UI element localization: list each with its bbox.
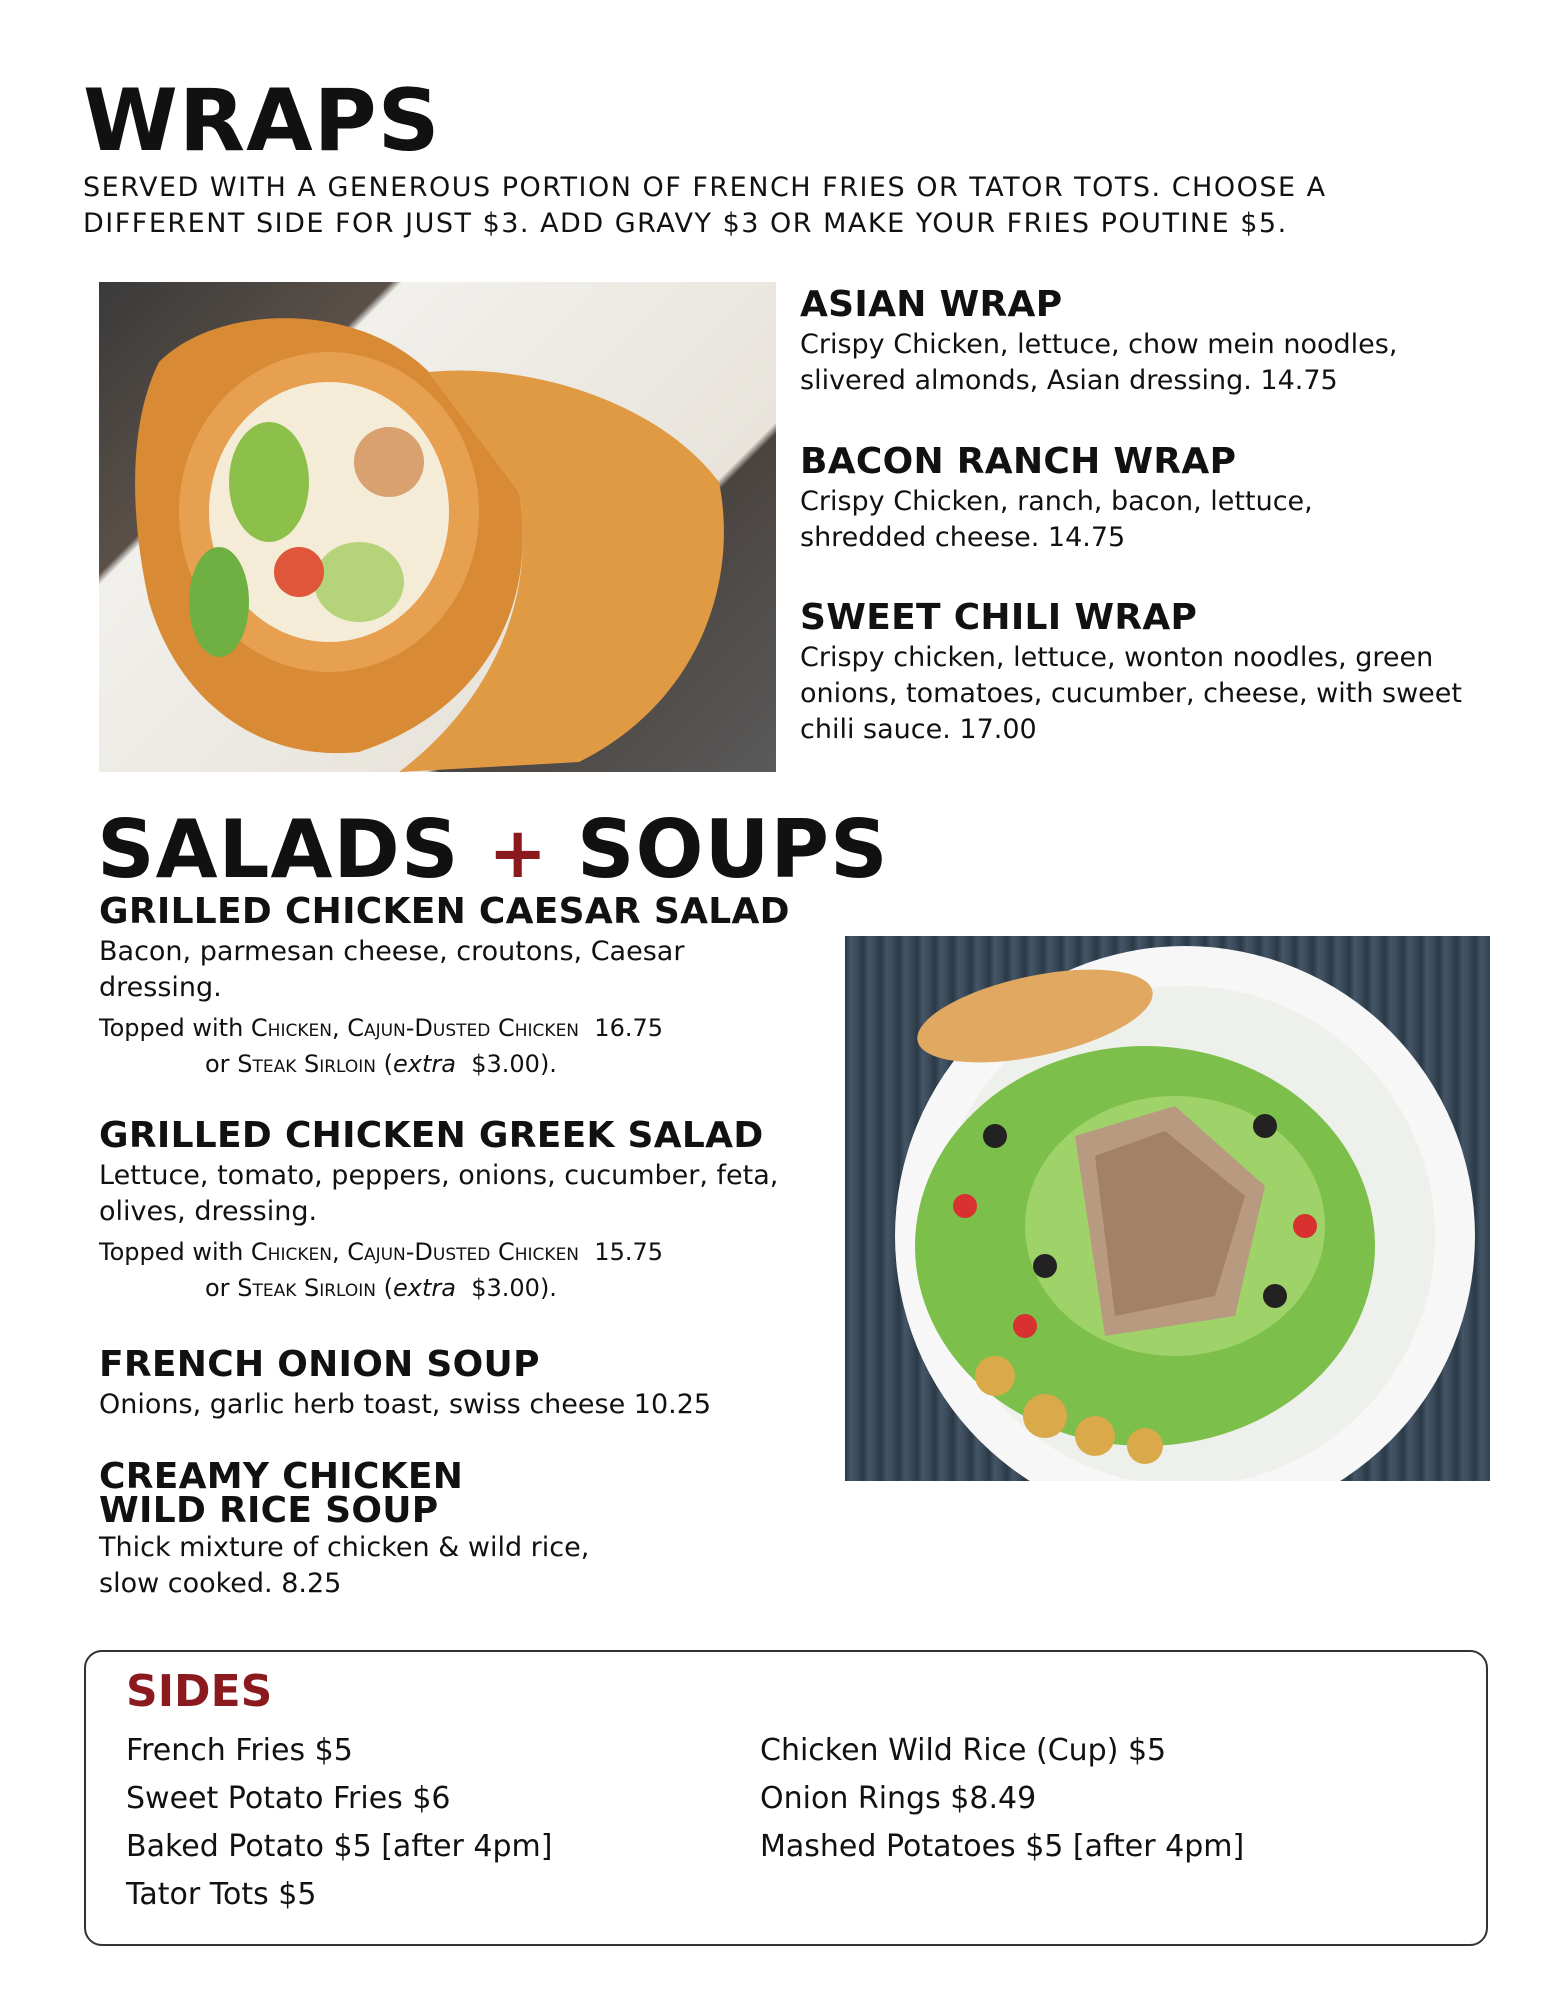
wrap-item-name: ASIAN WRAP [800, 284, 1063, 325]
side-item: Sweet Potato Fries $6 [126, 1781, 451, 1816]
wrap-item-name: BACON RANCH WRAP [800, 441, 1237, 482]
wraps-intro: SERVED WITH A GENEROUS PORTION OF FRENCH FRIES OR TATOR TOTS. CHOOSE A DIFFERENT SIDE FOR JUST $3. ADD GRAVY $3 OR MAKE YOUR FRIES POUTINE $5. [83, 172, 1327, 239]
soup-item-desc: Thick mixture of chicken & wild rice, slow cooked. 8.25 [99, 1532, 590, 1599]
soup-item-name: FRENCH ONION SOUP [99, 1344, 540, 1385]
wrap-item-desc: Crispy Chicken, ranch, bacon, lettuce, shredded cheese. 14.75 [800, 486, 1313, 553]
salad-item-desc: Bacon, parmesan cheese, croutons, Caesar dressing. [99, 936, 685, 1003]
side-item: French Fries $5 [126, 1733, 353, 1768]
wrap-item-name: SWEET CHILI WRAP [800, 597, 1198, 638]
side-item: Baked Potato $5 [after 4pm] [126, 1829, 553, 1864]
soup-item-name-line2: WILD RICE SOUP [99, 1490, 439, 1531]
salad-topped-line: Topped with Chicken, Cajun-Dusted Chicken 15.75 [99, 1238, 664, 1266]
side-item: Mashed Potatoes $5 [after 4pm] [760, 1829, 1245, 1864]
salad-extra-line: or Steak Sirloin (extra $3.00). [205, 1274, 557, 1302]
salad-topped-line: Topped with Chicken, Cajun-Dusted Chicken 16.75 [99, 1014, 664, 1042]
salads-soups-heading [97, 803, 889, 896]
wraps-heading: WRAPS [83, 71, 441, 171]
salads-heading-left: SALADS [97, 803, 460, 896]
wrap-photo-illustration [99, 282, 776, 772]
wrap-item-asian [800, 285, 1500, 399]
salad-item-desc: Lettuce, tomato, peppers, onions, cucumber, feta, olives, dressing. [99, 1160, 779, 1227]
sides-heading: SIDES [126, 1666, 273, 1717]
salad-item-name: GRILLED CHICKEN GREEK SALAD [99, 1115, 764, 1156]
sides-left-column [126, 1727, 552, 1919]
wrap-item-desc: Crispy Chicken, lettuce, chow mein noodles, slivered almonds, Asian dressing. 14.75 [800, 329, 1398, 396]
side-item: Onion Rings $8.49 [760, 1781, 1037, 1816]
salad-item-name: GRILLED CHICKEN CAESAR SALAD [99, 891, 790, 932]
salads-heading-right: SOUPS [576, 803, 889, 896]
side-item: Chicken Wild Rice (Cup) $5 [760, 1733, 1167, 1768]
plus-symbol: + [488, 812, 548, 894]
salad-photo-illustration [845, 936, 1490, 1481]
salad-item-caesar [99, 892, 839, 1082]
wrap-item-sweet-chili [800, 598, 1500, 748]
soup-item-wild-rice [99, 1456, 839, 1602]
soup-item-french-onion [99, 1345, 839, 1423]
soup-item-desc: Onions, garlic herb toast, swiss cheese 10.25 [99, 1389, 712, 1420]
salad-extra-line: or Steak Sirloin (extra $3.00). [205, 1050, 557, 1078]
side-item: Tator Tots $5 [126, 1877, 317, 1912]
salad-item-greek [99, 1116, 839, 1306]
wrap-photo [99, 282, 776, 772]
wrap-item-desc: Crispy chicken, lettuce, wonton noodles, green onions, tomatoes, cucumber, cheese, with sweet chili sauce. 17.00 [800, 642, 1462, 745]
salad-photo [845, 936, 1490, 1481]
sides-right-column [760, 1727, 1244, 1871]
soup-item-name-line1: CREAMY CHICKEN [99, 1456, 464, 1497]
wrap-item-bacon-ranch [800, 442, 1500, 556]
